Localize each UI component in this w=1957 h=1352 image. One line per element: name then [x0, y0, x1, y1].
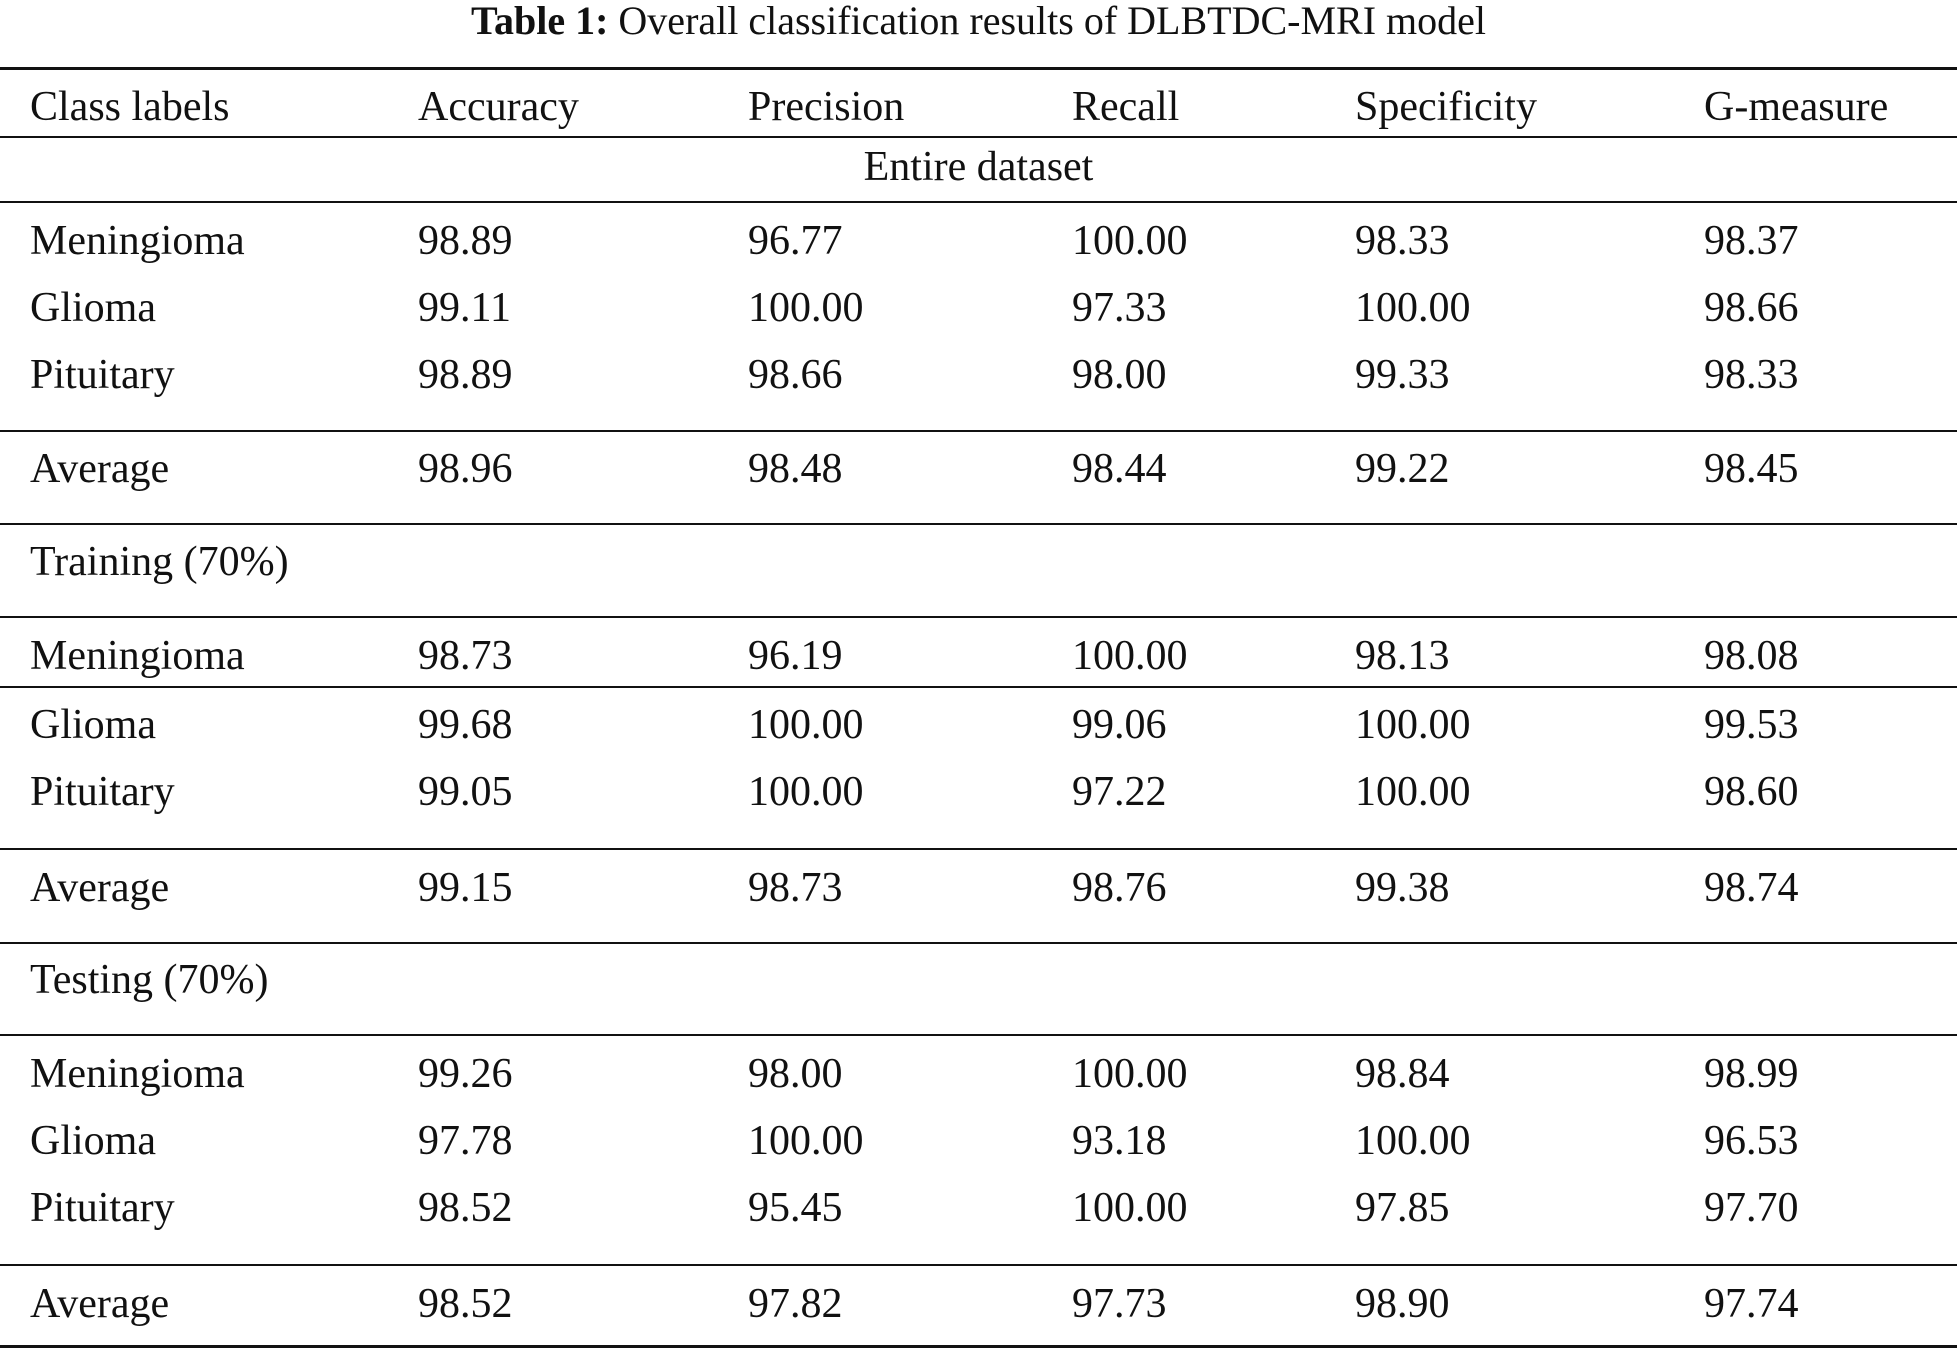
cell-specificity: 100.00: [1355, 285, 1471, 331]
rule-line: [0, 686, 1957, 688]
cell-class-label: Average: [30, 1281, 170, 1327]
cell-accuracy: 99.05: [418, 769, 513, 815]
cell-accuracy: 97.78: [418, 1118, 513, 1164]
cell-recall: 97.73: [1072, 1281, 1167, 1327]
cell-specificity: 98.84: [1355, 1051, 1450, 1097]
cell-specificity: 99.38: [1355, 865, 1450, 911]
cell-recall: 97.33: [1072, 285, 1167, 331]
section-testing: Testing (70%): [30, 957, 269, 1003]
rule-line: [0, 1034, 1957, 1036]
cell-accuracy: 98.96: [418, 446, 513, 492]
cell-specificity: 98.13: [1355, 633, 1450, 679]
rule-line: [0, 942, 1957, 944]
cell-specificity: 100.00: [1355, 702, 1471, 748]
cell-recall: 98.76: [1072, 865, 1167, 911]
cell-specificity: 99.22: [1355, 446, 1450, 492]
cell-accuracy: 98.73: [418, 633, 513, 679]
cell-precision: 96.77: [748, 218, 843, 264]
section-entire-dataset: Entire dataset: [863, 144, 1094, 190]
rule-line: [0, 616, 1957, 618]
cell-recall: 100.00: [1072, 1051, 1188, 1097]
table-caption: [0, 0, 1957, 44]
cell-recall: 100.00: [1072, 1185, 1188, 1231]
rule-line: [0, 1264, 1957, 1266]
cell-precision: 95.45: [748, 1185, 843, 1231]
rule-line: [0, 523, 1957, 525]
cell-specificity: Specificity: [1355, 84, 1537, 130]
caption-label: Table 1:: [470, 0, 609, 43]
rule-line: [0, 136, 1957, 138]
cell-g-measure: 99.53: [1704, 702, 1799, 748]
cell-recall: 100.00: [1072, 633, 1188, 679]
cell-class-label: Meningioma: [30, 633, 245, 679]
cell-accuracy: 98.89: [418, 218, 513, 264]
cell-specificity: 99.33: [1355, 352, 1450, 398]
cell-g-measure: 98.99: [1704, 1051, 1799, 1097]
cell-specificity: 98.33: [1355, 218, 1450, 264]
cell-precision: 96.19: [748, 633, 843, 679]
rule-line: [0, 67, 1957, 70]
cell-recall: 98.44: [1072, 446, 1167, 492]
cell-specificity: 97.85: [1355, 1185, 1450, 1231]
cell-accuracy: 99.11: [418, 285, 511, 331]
cell-precision: Precision: [748, 84, 905, 130]
cell-specificity: 98.90: [1355, 1281, 1450, 1327]
cell-precision: 100.00: [748, 769, 864, 815]
cell-class-label: Meningioma: [30, 218, 245, 264]
cell-class-label: Class labels: [30, 84, 230, 130]
cell-class-label: Meningioma: [30, 1051, 245, 1097]
cell-class-label: Average: [30, 865, 170, 911]
cell-recall: 100.00: [1072, 218, 1188, 264]
cell-precision: 100.00: [748, 702, 864, 748]
rule-line: [0, 201, 1957, 203]
cell-class-label: Average: [30, 446, 170, 492]
cell-recall: 97.22: [1072, 769, 1167, 815]
cell-precision: 98.48: [748, 446, 843, 492]
cell-recall: 98.00: [1072, 352, 1167, 398]
cell-precision: 98.00: [748, 1051, 843, 1097]
rule-line: [0, 848, 1957, 850]
cell-g-measure: 98.74: [1704, 865, 1799, 911]
cell-g-measure: G-measure: [1704, 84, 1889, 130]
cell-class-label: Glioma: [30, 285, 156, 331]
cell-specificity: 100.00: [1355, 1118, 1471, 1164]
cell-g-measure: 98.60: [1704, 769, 1799, 815]
cell-g-measure: 98.66: [1704, 285, 1799, 331]
cell-g-measure: 97.70: [1704, 1185, 1799, 1231]
cell-precision: 98.66: [748, 352, 843, 398]
cell-class-label: Pituitary: [30, 769, 175, 815]
cell-class-label: Glioma: [30, 1118, 156, 1164]
cell-precision: 98.73: [748, 865, 843, 911]
cell-g-measure: 98.08: [1704, 633, 1799, 679]
cell-g-measure: 98.33: [1704, 352, 1799, 398]
cell-precision: 97.82: [748, 1281, 843, 1327]
cell-class-label: Pituitary: [30, 352, 175, 398]
cell-g-measure: 96.53: [1704, 1118, 1799, 1164]
cell-accuracy: 99.26: [418, 1051, 513, 1097]
cell-accuracy: 99.68: [418, 702, 513, 748]
cell-accuracy: 99.15: [418, 865, 513, 911]
cell-precision: 100.00: [748, 1118, 864, 1164]
cell-recall: 93.18: [1072, 1118, 1167, 1164]
cell-class-label: Pituitary: [30, 1185, 175, 1231]
rule-line: [0, 1345, 1957, 1348]
cell-accuracy: 98.52: [418, 1281, 513, 1327]
cell-specificity: 100.00: [1355, 769, 1471, 815]
rule-line: [0, 430, 1957, 432]
section-training: Training (70%): [30, 539, 289, 585]
cell-accuracy: Accuracy: [418, 84, 579, 130]
cell-g-measure: 97.74: [1704, 1281, 1799, 1327]
cell-class-label: Glioma: [30, 702, 156, 748]
cell-accuracy: 98.89: [418, 352, 513, 398]
caption-text: Overall classification results of DLBTDC-MRI model: [618, 0, 1487, 43]
cell-accuracy: 98.52: [418, 1185, 513, 1231]
cell-g-measure: 98.37: [1704, 218, 1799, 264]
cell-precision: 100.00: [748, 285, 864, 331]
cell-g-measure: 98.45: [1704, 446, 1799, 492]
cell-recall: 99.06: [1072, 702, 1167, 748]
cell-recall: Recall: [1072, 84, 1180, 130]
